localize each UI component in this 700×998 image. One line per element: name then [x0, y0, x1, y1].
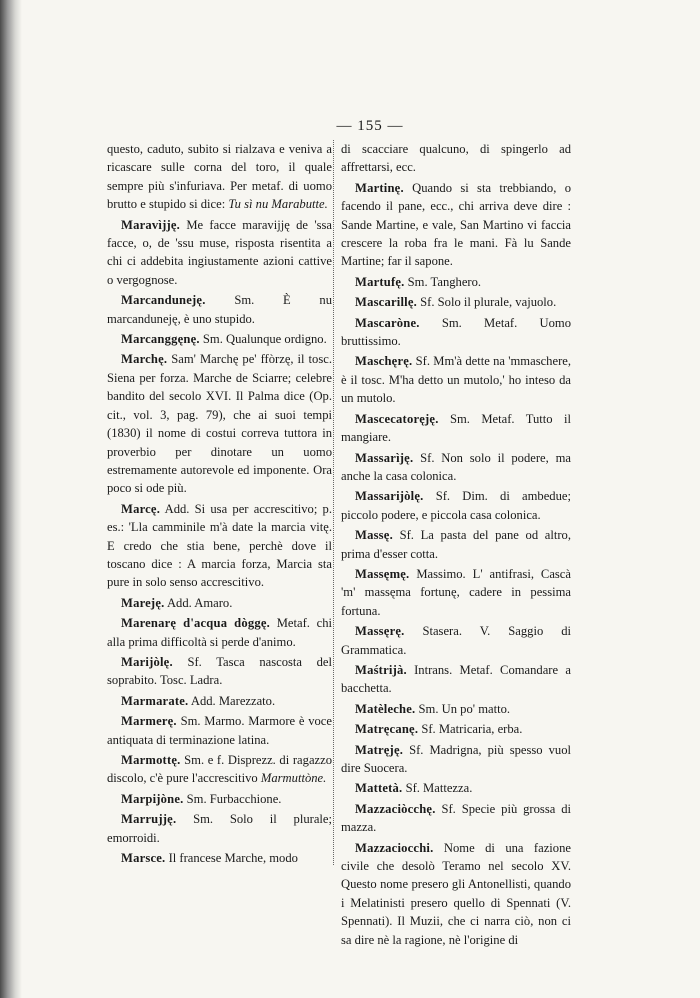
entry-headword: Mascarillę.: [355, 295, 417, 310]
dictionary-entry: [341, 314, 571, 351]
entry-definition: Sf. Tasca nascosta del soprabito. Tosc. Ladra.: [107, 654, 332, 688]
dictionary-entry: [107, 216, 332, 290]
column-divider: [333, 140, 338, 865]
entry-definition: Sm. Solo il plurale; emorroidi.: [107, 812, 332, 845]
entry-headword: Marcanduneję.: [121, 293, 206, 308]
dictionary-entry: [341, 140, 571, 177]
entry-headword: Massęrę.: [355, 624, 405, 639]
entry-headword: Mazzaciòcchę.: [355, 801, 436, 816]
dictionary-entry: [107, 614, 332, 651]
entry-headword: Matręcanę.: [355, 722, 419, 737]
dictionary-entry: [107, 500, 332, 592]
dictionary-entry: [107, 810, 332, 847]
dictionary-entry: [107, 594, 332, 612]
dictionary-entry: [341, 839, 571, 949]
dictionary-entry: [107, 140, 332, 214]
entry-headword: Marmerę.: [121, 714, 177, 729]
left-column: [107, 140, 332, 869]
entry-definition: Add. Marezzato.: [190, 693, 276, 708]
entry-headword: Mareję.: [121, 595, 165, 610]
entry-headword: Massę.: [355, 528, 393, 543]
entry-headword: Martufę.: [355, 274, 405, 289]
entry-definition: Sm. Qualunque ordigno.: [202, 332, 327, 347]
dictionary-entry: [341, 449, 571, 486]
entry-definition: Sm. Furbacchione.: [186, 791, 282, 806]
entry-headword: Marsce.: [121, 851, 166, 866]
entry-headword: Mattetà.: [355, 781, 403, 796]
entry-definition: Quando si sta trebbiando, o facendo il pane, ecc., chi arriva deve dire : Sande Martine, e vale, San Martino vi faccia crescere la roba fra le mani. Fà lu Sande Martine; far il sapone.: [341, 180, 571, 269]
dictionary-entry: [107, 790, 332, 808]
dictionary-entry: [341, 273, 571, 291]
entry-example: Marmuttòne.: [260, 771, 327, 786]
dictionary-entry: [107, 330, 332, 348]
entry-headword: Mascaròne.: [355, 315, 420, 330]
entry-definition: Nome di una fazione civile che desolò Teramo nel secolo XV. Questo nome presero gli Antonellisti, quando i Melatinisti presero quello di Spennati (V. Spennati). Il Muzii, che ci narra ciò, non ci sa dire nè la ragione, nè l'origine di: [341, 840, 571, 947]
entry-definition: Sam' Marchę pe' ffòrzę, il tosc. Siena per forza. Marche de Sciarre; celebre bandito del secolo XVI. Il Palma dice (Op. cit., vol. 3, pag. 79), che ai suoi tempi (1830) il nome di costui correva tuttora in proverbio per dinotare un uomo estremamente autorevole ed imponente. Ora poco si ode più.: [107, 352, 332, 496]
dictionary-entry: [341, 179, 571, 271]
entry-definition: Stasera. V. Saggio di Grammatica.: [341, 624, 571, 657]
dictionary-entry: [107, 350, 332, 497]
dictionary-entry: [341, 700, 571, 718]
entry-definition: Sf. Matricaria, erba.: [421, 722, 523, 737]
dictionary-entry: [341, 800, 571, 837]
entry-definition: di scacciare qualcuno, di spingerlo ad affrettarsi, ecc.: [341, 142, 571, 175]
dictionary-entry: [341, 487, 571, 524]
dictionary-entry: [107, 692, 332, 710]
entry-headword: Marenarę d'acqua dòggę.: [121, 616, 270, 631]
entry-headword: Maravìjję.: [121, 217, 180, 232]
dictionary-entry: [341, 410, 571, 447]
entry-definition: Sf. Specie più grossa di mazza.: [341, 801, 571, 835]
entry-headword: Marrujję.: [121, 812, 177, 827]
entry-definition: Sf. La pasta del pane od altro, prima d'esser cotta.: [341, 528, 571, 561]
entry-definition: Sm. Un po' matto.: [418, 701, 511, 716]
entry-definition: Metaf. chi alla prima difficoltà si perde d'animo.: [107, 616, 332, 649]
entry-headword: Marmarate.: [121, 693, 189, 708]
dictionary-entry: [107, 849, 332, 867]
entry-headword: Mascecatoręję.: [355, 411, 439, 426]
entry-headword: Massarijòlę.: [355, 489, 424, 504]
dictionary-entry: [341, 741, 571, 778]
entry-headword: Marpijòne.: [121, 791, 184, 806]
entry-headword: Marchę.: [121, 352, 168, 367]
dictionary-entry: [107, 653, 332, 690]
dictionary-entry: [341, 526, 571, 563]
entry-definition: Sm. Metaf. Uomo bruttissimo.: [341, 315, 571, 349]
page-number: — 155 —: [336, 118, 404, 134]
entry-definition: Sm. Tanghero.: [407, 274, 482, 289]
entry-definition: Add. Si usa per accrescitivo; p. es.: 'Lla camminile m'à date la marcia vitę. E credo che stia bene, perchè dove il toscano dice : A marcia forza, Marcia sta pure in solo senso accrescitivo.: [107, 501, 332, 590]
dictionary-entry: [341, 565, 571, 620]
entry-headword: Matèleche.: [355, 701, 416, 716]
entry-headword: Matręję.: [355, 742, 404, 757]
dictionary-entry: [107, 291, 332, 328]
entry-definition: Sm. Marmo. Marmore è voce antiquata di terminazione latina.: [107, 714, 332, 747]
dictionary-entry: [341, 779, 571, 797]
entry-headword: Marijòlę.: [121, 654, 173, 669]
entry-definition: Intrans. Metaf. Comandare a bacchetta.: [341, 662, 571, 696]
entry-example: Tu sì nu Marabutte.: [228, 197, 328, 212]
entry-definition: Sf. Mm'à dette na 'mmaschere, è il tosc. M'ha detto un mutolo,' ho inteso da un mutolo.: [341, 354, 571, 406]
dictionary-entry: [107, 712, 332, 749]
entry-definition: Sf. Dim. di ambedue; piccolo podere, e piccola casa colonica.: [341, 489, 571, 522]
entry-headword: Mazzaciocchi.: [355, 840, 434, 855]
entry-headword: Marcanggęnę.: [121, 332, 200, 347]
dictionary-entry: [341, 720, 571, 738]
entry-definition: Sf. Solo il plurale, vajuolo.: [420, 295, 557, 310]
dictionary-entry: [341, 352, 571, 407]
entry-definition: Sf. Non solo il podere, ma anche la casa colonica.: [341, 450, 571, 483]
entry-headword: Marcę.: [121, 501, 161, 516]
dictionary-entry: [341, 661, 571, 698]
entry-headword: Martinę.: [355, 180, 404, 195]
entry-headword: Massarìję.: [355, 450, 414, 465]
entry-definition: Me facce maravijję de 'ssa facce, o, de 'ssu muse, risposta risentita a chi ci addebita ingiustamente azioni cattive o vergognose.: [107, 217, 332, 287]
entry-definition: Massimo. L' antifrasi, Cascà 'm' massęma fortunę, cadere in pessima fortuna.: [341, 566, 571, 618]
dictionary-entry: [341, 293, 571, 311]
entry-definition: questo, caduto, subito si rialzava e veniva a ricascare sulle corna del toro, il quale sempre più s'infuriava. Per metaf. di uomo brutto e stupido si dice:: [107, 142, 332, 212]
entry-definition: Sm. Metaf. Tutto il mangiare.: [341, 411, 571, 445]
dictionary-entry: [107, 751, 332, 788]
right-column: [341, 140, 571, 951]
entry-definition: Sm. e f. Disprezz. di ragazzo discolo, c'è pure l'accrescitivo: [107, 753, 333, 786]
page-edge-shadow: [0, 0, 22, 998]
dictionary-entry: [341, 622, 571, 659]
entry-headword: Marmottę.: [121, 753, 181, 767]
entry-definition: Il francese Marche, modo: [168, 851, 298, 866]
entry-definition: Add. Amaro.: [166, 595, 233, 610]
entry-definition: Sf. Madrigna, più spesso vuol dire Suocera.: [341, 742, 571, 775]
entry-headword: Maśtrijà.: [355, 662, 407, 677]
entry-headword: Maschęrę.: [355, 354, 413, 369]
entry-definition: Sm. È nu marcanduneję, è uno stupido.: [107, 293, 332, 326]
entry-headword: Massęmę.: [355, 566, 410, 581]
entry-definition: Sf. Mattezza.: [405, 781, 473, 796]
